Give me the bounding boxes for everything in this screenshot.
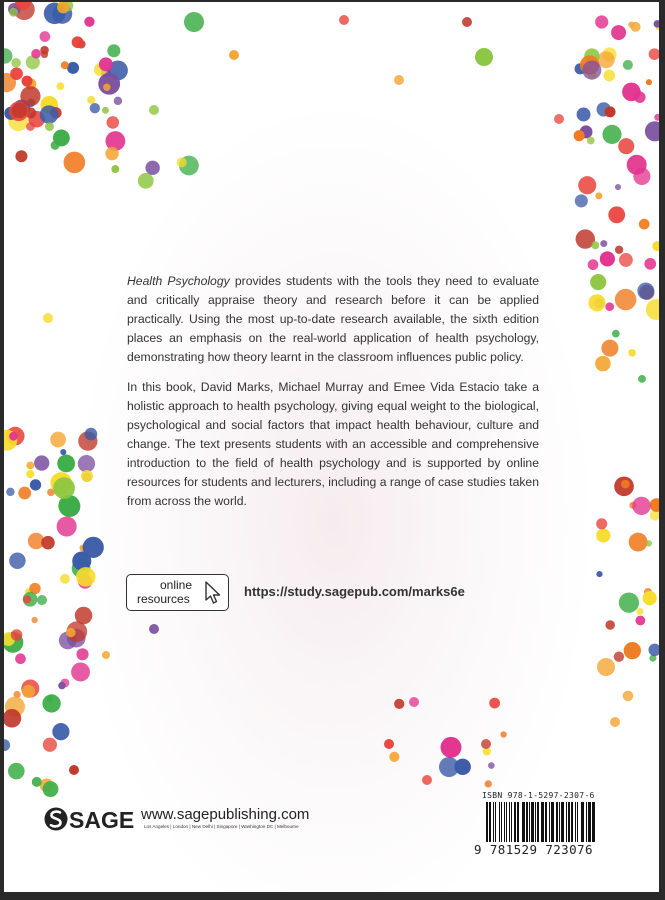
barcode-bar [526, 802, 528, 842]
confetti-dot [608, 206, 625, 223]
confetti-dot [596, 518, 607, 529]
confetti-dot [615, 289, 636, 310]
online-resources-badge [126, 574, 229, 611]
confetti-dot [26, 470, 34, 478]
confetti-dot [623, 60, 633, 70]
confetti-dot [615, 246, 623, 254]
barcode-bar [586, 802, 587, 842]
confetti-dot [588, 259, 599, 270]
confetti-dot [42, 694, 60, 712]
confetti-dot [578, 176, 596, 194]
confetti-dot [645, 121, 659, 141]
confetti-dot [43, 738, 57, 752]
publisher-website: www.sagepublishing.com [141, 806, 310, 823]
confetti-dot [9, 8, 18, 17]
confetti-dot [105, 147, 118, 160]
confetti-dot [485, 780, 492, 787]
confetti-dot [652, 241, 659, 251]
confetti-dot [31, 617, 37, 623]
confetti-dot [10, 67, 23, 80]
confetti-dot [15, 653, 26, 664]
confetti-dot [66, 628, 75, 637]
confetti-dot [61, 61, 69, 69]
barcode-bar [571, 802, 573, 842]
confetti-dot [114, 97, 122, 105]
confetti-dot [67, 62, 79, 74]
confetti-dot [595, 15, 608, 28]
barcode-bar [551, 802, 554, 842]
publisher-cities: Los Angeles | London | New Delhi | Singapore | Washington DC | Melbourne [144, 824, 299, 829]
confetti-dot [646, 299, 659, 320]
barcode-bar [506, 802, 507, 842]
confetti-dot [638, 375, 646, 383]
barcode-bar [588, 802, 591, 842]
svg-text:SAGE: SAGE [69, 807, 135, 832]
barcode-bar [568, 802, 570, 842]
confetti-dot [596, 571, 602, 577]
confetti-dot [32, 777, 42, 787]
confetti-dot [177, 157, 187, 167]
confetti-dot [481, 739, 491, 749]
blurb-paragraph-1-body: provides students with the tools they need to evaluate and critically appraise theory and research before it can be applied practically. Using the most up-to-date research available, the sixth edition places an emphasis on the real-world application of health psychology, demonstrating how theory learnt in the classroom influences public policy. [127, 274, 539, 364]
confetti-dot [610, 717, 620, 727]
confetti-dot [628, 22, 634, 28]
barcode-bar [577, 802, 578, 842]
barcode-bar [581, 802, 584, 842]
confetti-dot [574, 130, 585, 141]
confetti-dot [40, 31, 51, 42]
confetti-dot [184, 12, 204, 32]
confetti-dot [40, 105, 59, 124]
confetti-dot [621, 480, 630, 489]
confetti-dot [591, 241, 599, 249]
confetti-dot [81, 470, 93, 482]
barcode-bar [592, 802, 595, 842]
confetti-dot [11, 629, 23, 641]
barcode-bar [489, 802, 491, 842]
confetti-dot [57, 516, 77, 536]
confetti-dot [646, 540, 652, 546]
confetti-dot [85, 428, 98, 441]
confetti-dot [654, 20, 659, 28]
confetti-dot [615, 184, 621, 190]
confetti-dot [654, 114, 659, 121]
confetti-dot [619, 593, 639, 613]
confetti-dot [605, 620, 615, 630]
confetti-dot [602, 125, 621, 144]
resources-label: resources [137, 592, 190, 606]
barcode-bar [541, 802, 544, 842]
confetti-dot [57, 455, 75, 473]
confetti-dot [623, 691, 634, 702]
barcode-bar [561, 802, 564, 842]
confetti-dot [90, 103, 100, 113]
confetti-dot [624, 642, 641, 659]
confetti-dot [26, 122, 35, 131]
barcode-bar [566, 802, 567, 842]
barcode-bar [501, 802, 502, 842]
confetti-dot [441, 737, 462, 758]
confetti-dot [603, 70, 615, 82]
confetti-dot [15, 150, 27, 162]
confetti-dot [76, 567, 95, 586]
confetti-dot [628, 349, 636, 357]
confetti-dot [500, 731, 506, 737]
confetti-dot [475, 48, 493, 66]
confetti-dot [605, 106, 616, 117]
confetti-dot [58, 682, 65, 689]
confetti-dot [56, 82, 64, 90]
confetti-dot [40, 46, 49, 55]
sage-logo [44, 806, 142, 832]
barcode-bar [559, 802, 560, 842]
confetti-dot [229, 50, 239, 60]
isbn-barcode [484, 802, 597, 844]
confetti-dot [4, 48, 12, 63]
barcode-bar [575, 802, 576, 842]
confetti-dot [98, 73, 120, 95]
blurb-paragraph-1 [127, 272, 539, 367]
barcode-bar [499, 802, 500, 842]
confetti-dot [595, 356, 611, 372]
confetti-dot [84, 17, 94, 27]
barcode-digits: 9 781529 723076 [474, 842, 593, 857]
barcode-bar [504, 802, 505, 842]
confetti-dot [149, 105, 159, 115]
confetti-dot [76, 648, 88, 660]
barcode-bar [537, 802, 539, 842]
confetti-dot [635, 616, 645, 626]
confetti-dot [99, 57, 113, 71]
confetti-dot [50, 432, 66, 448]
confetti-dot [554, 114, 564, 124]
confetti-dot [643, 591, 657, 605]
confetti-dot [637, 282, 654, 299]
confetti-dot [614, 652, 624, 662]
confetti-dot [588, 294, 605, 311]
confetti-dot [488, 762, 495, 769]
barcode-bar [531, 802, 534, 842]
confetti-dot [489, 698, 500, 709]
confetti-dot [389, 752, 399, 762]
confetti-dot [600, 240, 607, 247]
confetti-dot [619, 253, 633, 267]
confetti-dot [22, 685, 35, 698]
confetti-dot [582, 61, 601, 80]
confetti-dot [462, 17, 472, 27]
confetti-dot [34, 455, 49, 470]
confetti-dot [339, 15, 349, 25]
confetti-dot [618, 138, 634, 154]
confetti-dot [595, 192, 602, 199]
confetti-dot [37, 595, 47, 605]
confetti-dot [138, 173, 154, 189]
confetti-dot [52, 723, 69, 740]
back-cover [4, 2, 659, 892]
confetti-dot [43, 313, 53, 323]
confetti-dot [646, 79, 652, 85]
barcode-bar [556, 802, 558, 842]
confetti-dot [600, 251, 615, 266]
confetti-dot [9, 432, 18, 441]
barcode-bar [509, 802, 510, 842]
barcode-bar [535, 802, 536, 842]
confetti-dot [9, 552, 25, 568]
confetti-dot [26, 461, 34, 469]
confetti-dot [69, 765, 79, 775]
confetti-dot [41, 536, 55, 550]
confetti-dot [577, 107, 591, 121]
confetti-dot [87, 96, 95, 104]
confetti-dot [629, 533, 648, 552]
confetti-dot [12, 103, 27, 118]
confetti-dot [71, 663, 90, 682]
confetti-dot [394, 699, 404, 709]
blurb-paragraph-2: In this book, David Marks, Michael Murray and Emee Vida Estacio take a holistic approach to health psychology, giving equal weight to the biological, psychological and social factors that impact health behaviour, culture and change. The text presents students with an accessible and comprehensive introduction to the field of health psychology and is supported by online resources for students and lecturers, including a range of case studies taken from across the world. [127, 380, 539, 508]
online-label: online [160, 578, 193, 592]
confetti-dot [612, 330, 620, 338]
confetti-dot [30, 479, 41, 490]
confetti-dot [18, 487, 31, 500]
confetti-dot [644, 258, 656, 270]
confetti-dot [611, 25, 626, 40]
barcode-bar [486, 802, 488, 842]
confetti-dot [4, 739, 10, 751]
barcode-bar [529, 802, 530, 842]
confetti-dot [632, 497, 650, 515]
barcode-bar [517, 802, 519, 842]
barcode-bar [522, 802, 525, 842]
confetti-dot [596, 528, 610, 542]
barcode-bar [511, 802, 512, 842]
confetti-dot [6, 488, 14, 496]
isbn-label: ISBN 978-1-5297-2307-6 [482, 791, 595, 800]
confetti-dot [11, 58, 21, 68]
confetti-dot [21, 76, 32, 87]
confetti-dot [145, 161, 159, 175]
confetti-dot [106, 116, 119, 129]
barcode-bar [545, 802, 547, 842]
confetti-dot [627, 155, 647, 175]
confetti-dot [605, 302, 614, 311]
confetti-dot [394, 75, 404, 85]
confetti-dot [648, 644, 659, 656]
confetti-dot [649, 48, 659, 60]
confetti-dot [590, 274, 606, 290]
confetti-dot [60, 574, 70, 584]
companion-website-link[interactable]: https://study.sagepub.com/marks6e [244, 584, 465, 599]
confetti-dot [72, 36, 84, 48]
barcode-bar [549, 802, 550, 842]
book-title-italic: Health Psychology [127, 274, 230, 288]
confetti-dot [107, 44, 120, 57]
confetti-dot [587, 137, 595, 145]
barcode-bar [495, 802, 496, 842]
confetti-dot [53, 477, 75, 499]
confetti-dot [636, 608, 643, 615]
confetti-dot [103, 84, 110, 91]
barcode-bar [514, 802, 516, 842]
confetti-dot [78, 455, 95, 472]
confetti-dot [439, 757, 459, 777]
confetti-dot [64, 152, 86, 174]
confetti-dot [111, 165, 119, 173]
confetti-dot [149, 624, 159, 634]
confetti-dot [622, 83, 641, 102]
confetti-dot [102, 651, 110, 659]
barcode-bar [493, 802, 494, 842]
confetti-dot [422, 775, 432, 785]
confetti-dot [409, 697, 419, 707]
confetti-dot [53, 130, 70, 147]
confetti-dot [60, 449, 66, 455]
confetti-dot [83, 537, 104, 558]
confetti-dot [384, 739, 394, 749]
confetti-dot [43, 781, 59, 797]
confetti-dot [45, 122, 54, 131]
confetti-dot [31, 49, 41, 59]
confetti-dot [23, 595, 31, 603]
confetti-dot [575, 194, 588, 207]
confetti-dot [597, 658, 615, 676]
confetti-dot [8, 763, 25, 780]
confetti-dot [639, 219, 650, 230]
confetti-dot [601, 340, 618, 357]
confetti-dot [102, 107, 109, 114]
confetti-dot [20, 86, 40, 106]
confetti-dot [650, 498, 659, 512]
cursor-arrow-icon [204, 581, 222, 605]
